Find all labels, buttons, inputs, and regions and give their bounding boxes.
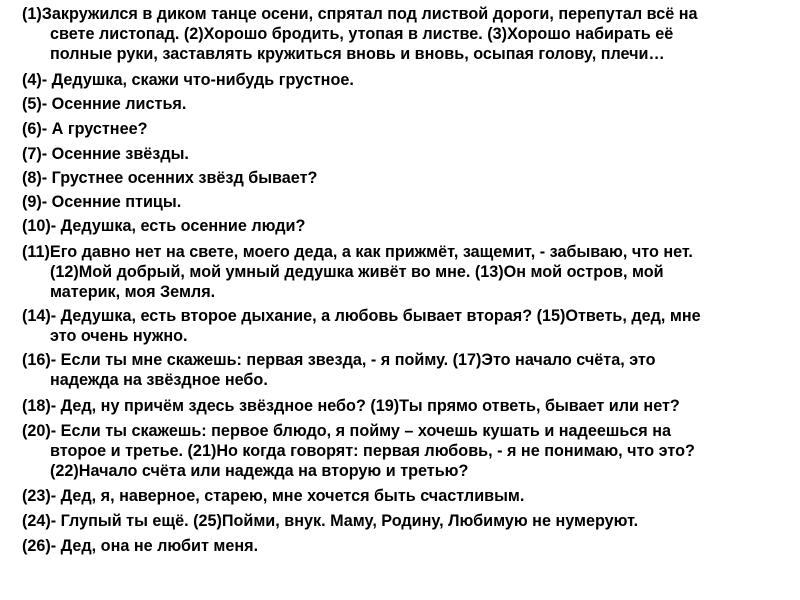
paragraph-24	[22, 511, 638, 531]
text-line: (7)- Осенние звёзды.	[22, 145, 189, 163]
text-line: свете листопад. (2)Хорошо бродить, утопая в листве. (3)Хорошо набирать её	[50, 25, 674, 43]
paragraph-10	[22, 216, 305, 236]
text-line: (26)- Дед, она не любит меня.	[22, 537, 259, 555]
text-line: (24)- Глупый ты ещё. (25)Пойми, внук. Маму, Родину, Любимую не нумеруют.	[22, 512, 639, 530]
text-line: (18)- Дед, ну причём здесь звёздное небо? (19)Ты прямо ответь, бывает или нет?	[22, 397, 680, 415]
paragraph-20	[22, 421, 695, 481]
text-line: (8)- Грустнее осенних звёзд бывает?	[22, 169, 318, 187]
paragraph-6	[22, 119, 147, 139]
paragraph-18	[22, 396, 680, 416]
paragraph-4	[22, 70, 354, 90]
text-line: (22)Начало счёта или надежда на вторую и третью?	[50, 462, 469, 480]
text-line: это очень нужно.	[50, 327, 188, 345]
paragraph-26	[22, 536, 258, 556]
paragraph-11	[22, 242, 693, 302]
text-line: надежда на звёздное небо.	[50, 371, 268, 389]
text-line: (23)- Дед, я, наверное, старею, мне хочется быть счастливым.	[22, 487, 525, 505]
text-line: второе и третье. (21)Но когда говорят: первая любовь, - я не понимаю, что это?	[50, 442, 695, 460]
paragraph-8	[22, 168, 317, 188]
text-line: (1)Закружился в диком танце осени, спрятал под листвой дороги, перепутал всё на	[22, 5, 698, 23]
text-line: (6)- А грустнее?	[22, 120, 148, 138]
paragraph-7	[22, 144, 189, 164]
text-line: (10)- Дедушка, есть осенние люди?	[22, 217, 306, 235]
paragraph-16	[22, 350, 656, 390]
text-line: материк, моя Земля.	[50, 283, 216, 301]
text-line: (4)- Дедушка, скажи что-нибудь грустное.	[22, 71, 354, 89]
text-line: (16)- Если ты мне скажешь: первая звезда, - я пойму. (17)Это начало счёта, это	[22, 351, 656, 369]
text-line: (11)Его давно нет на свете, моего деда, а как прижмёт, защемит, - забываю, что нет.	[22, 243, 693, 261]
paragraph-5	[22, 94, 186, 114]
text-line: (20)- Если ты скажешь: первое блюдо, я пойму – хочешь кушать и надеешься на	[22, 422, 672, 440]
paragraph-14	[22, 306, 701, 346]
text-line: (12)Мой добрый, мой умный дедушка живёт во мне. (13)Он мой остров, мой	[50, 263, 664, 281]
paragraph-1	[22, 4, 698, 64]
text-line: (14)- Дедушка, есть второе дыхание, а любовь бывает вторая? (15)Ответь, дед, мне	[22, 307, 701, 325]
text-line: (5)- Осенние листья.	[22, 95, 187, 113]
paragraph-9	[22, 192, 181, 212]
text-line: полные руки, заставлять кружиться вновь и вновь, осыпая голову, плечи…	[50, 45, 665, 63]
paragraph-23	[22, 486, 524, 506]
text-line: (9)- Осенние птицы.	[22, 193, 182, 211]
